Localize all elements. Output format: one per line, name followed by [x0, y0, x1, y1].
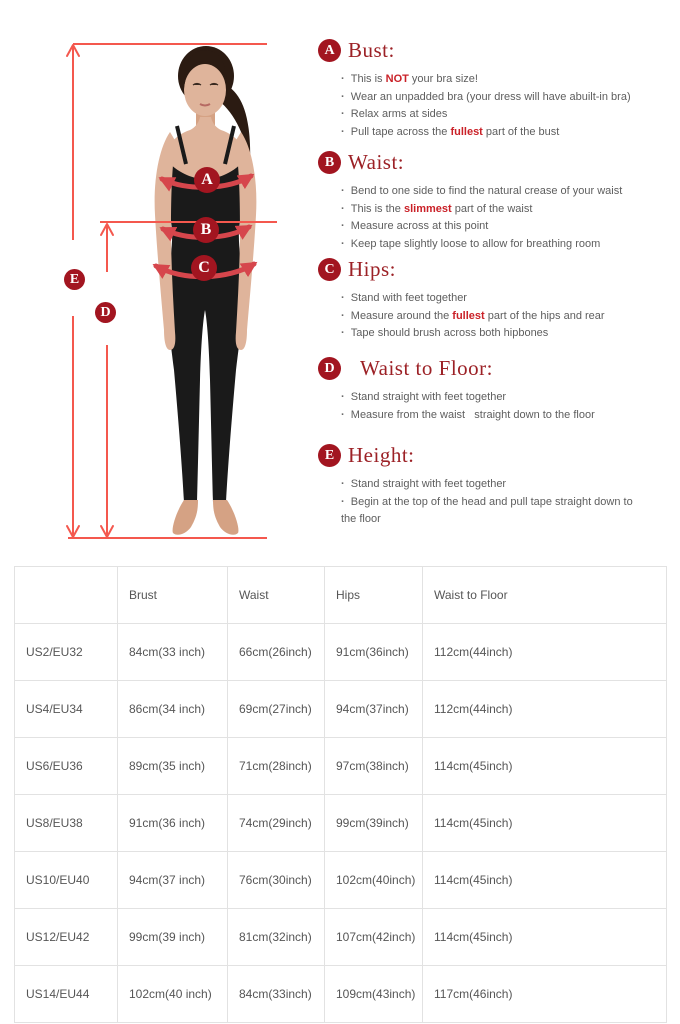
size-cell: 86cm(34 inch) [118, 681, 228, 738]
size-cell: 84cm(33inch) [228, 966, 325, 1023]
size-cell: 66cm(26inch) [228, 624, 325, 681]
section-title-waist-to-floor: Waist to Floor: [360, 356, 493, 380]
size-cell: 69cm(27inch) [228, 681, 325, 738]
size-cell: 97cm(38inch) [325, 738, 423, 795]
section-waist [318, 150, 658, 253]
section-badge-c: C [318, 258, 341, 281]
table-row [15, 738, 667, 795]
instruction-bullet: · Stand straight with feet together [341, 476, 641, 494]
bullet-list-waist [318, 183, 658, 253]
right-eye [210, 84, 218, 86]
column-header: Waist [228, 567, 325, 624]
instruction-bullet: · Begin at the top of the head and pull tape straight down to the floor [341, 494, 641, 529]
table-row [15, 909, 667, 966]
bullet-list-bust [318, 71, 658, 141]
section-badge-a: A [318, 39, 341, 62]
size-cell: 99cm(39 inch) [118, 909, 228, 966]
size-cell: 102cm(40 inch) [118, 966, 228, 1023]
emphasis-word: fullest [452, 309, 485, 322]
figure-marker-waist: B [193, 217, 219, 243]
bullet-list-hips [318, 290, 658, 343]
table-row [15, 624, 667, 681]
table-row [15, 966, 667, 1023]
section-title-hips: Hips: [348, 257, 397, 281]
column-header [15, 567, 118, 624]
instruction-bullet: · Bend to one side to find the natural crease of your waist [341, 183, 641, 201]
figure-marker-height: E [64, 269, 85, 290]
size-cell: 117cm(46inch) [423, 966, 667, 1023]
table-row [15, 795, 667, 852]
size-cell: 94cm(37 inch) [118, 852, 228, 909]
section-title-waist: Waist: [348, 150, 405, 174]
section-bust [318, 38, 658, 141]
section-title-height: Height: [348, 443, 415, 467]
instruction-bullet: · Stand with feet together [341, 290, 641, 308]
bullet-list-height [318, 476, 658, 529]
size-cell: 112cm(44inch) [423, 681, 667, 738]
instruction-bullet: · This is NOT your bra size! [341, 71, 641, 89]
size-cell: 84cm(33 inch) [118, 624, 228, 681]
instruction-bullet: · This is the slimmest part of the waist [341, 201, 641, 219]
column-header: Waist to Floor [423, 567, 667, 624]
size-cell: 109cm(43inch) [325, 966, 423, 1023]
size-cell: 114cm(45inch) [423, 738, 667, 795]
instruction-bullet: · Pull tape across the fullest part of the bust [341, 124, 641, 142]
instruction-bullet: · Keep tape slightly loose to allow for breathing room [341, 236, 641, 254]
size-cell: 114cm(45inch) [423, 909, 667, 966]
size-cell: 89cm(35 inch) [118, 738, 228, 795]
bullet-list-waist-to-floor [318, 389, 658, 424]
section-badge-d: D [318, 357, 341, 380]
size-label: US10/EU40 [15, 852, 118, 909]
section-waist-to-floor [318, 356, 658, 424]
section-title-bust: Bust: [348, 38, 395, 62]
model-illustration [0, 0, 320, 560]
section-badge-e: E [318, 444, 341, 467]
size-cell: 74cm(29inch) [228, 795, 325, 852]
face [184, 64, 226, 116]
figure-marker-bust: A [194, 167, 220, 193]
size-label: US8/EU38 [15, 795, 118, 852]
size-cell: 81cm(32inch) [228, 909, 325, 966]
section-hips [318, 257, 658, 343]
left-eye [193, 84, 201, 86]
size-chart-table [14, 566, 667, 1023]
table-header-row [15, 567, 667, 624]
size-cell: 71cm(28inch) [228, 738, 325, 795]
size-cell: 76cm(30inch) [228, 852, 325, 909]
size-label: US14/EU44 [15, 966, 118, 1023]
column-header: Hips [325, 567, 423, 624]
table-row [15, 681, 667, 738]
size-label: US6/EU36 [15, 738, 118, 795]
size-cell: 91cm(36inch) [325, 624, 423, 681]
instruction-bullet: · Stand straight with feet together [341, 389, 641, 407]
column-header: Brust [118, 567, 228, 624]
size-cell: 114cm(45inch) [423, 795, 667, 852]
right-foot [213, 500, 238, 535]
table-row [15, 852, 667, 909]
size-chart-header [15, 567, 667, 624]
instruction-bullet: · Relax arms at sides [341, 106, 641, 124]
section-badge-b: B [318, 151, 341, 174]
size-cell: 94cm(37inch) [325, 681, 423, 738]
instruction-bullet: · Tape should brush across both hipbones [341, 325, 641, 343]
instruction-bullet: · Measure from the waist straight down to the floor [341, 407, 641, 425]
size-chart-body [15, 624, 667, 1023]
size-cell: 102cm(40inch) [325, 852, 423, 909]
instruction-bullet: · Wear an unpadded bra (your dress will have abuilt-in bra) [341, 89, 641, 107]
figure-marker-waist-to-floor: D [95, 302, 116, 323]
instruction-bullet: · Measure across at this point [341, 218, 641, 236]
left-foot [173, 500, 198, 535]
size-cell: 99cm(39inch) [325, 795, 423, 852]
size-label: US4/EU34 [15, 681, 118, 738]
model-silhouette [155, 46, 257, 535]
size-cell: 114cm(45inch) [423, 852, 667, 909]
measurement-figure [0, 0, 320, 560]
size-cell: 107cm(42inch) [325, 909, 423, 966]
size-label: US12/EU42 [15, 909, 118, 966]
figure-marker-hips: C [191, 255, 217, 281]
emphasis-word: slimmest [403, 202, 452, 215]
size-label: US2/EU32 [15, 624, 118, 681]
emphasis-word: fullest [450, 125, 483, 138]
size-cell: 91cm(36 inch) [118, 795, 228, 852]
emphasis-word: NOT [385, 73, 409, 85]
instruction-bullet: · Measure around the fullest part of the hips and rear [341, 308, 641, 326]
section-height [318, 443, 658, 529]
leggings [166, 281, 244, 502]
size-cell: 112cm(44inch) [423, 624, 667, 681]
